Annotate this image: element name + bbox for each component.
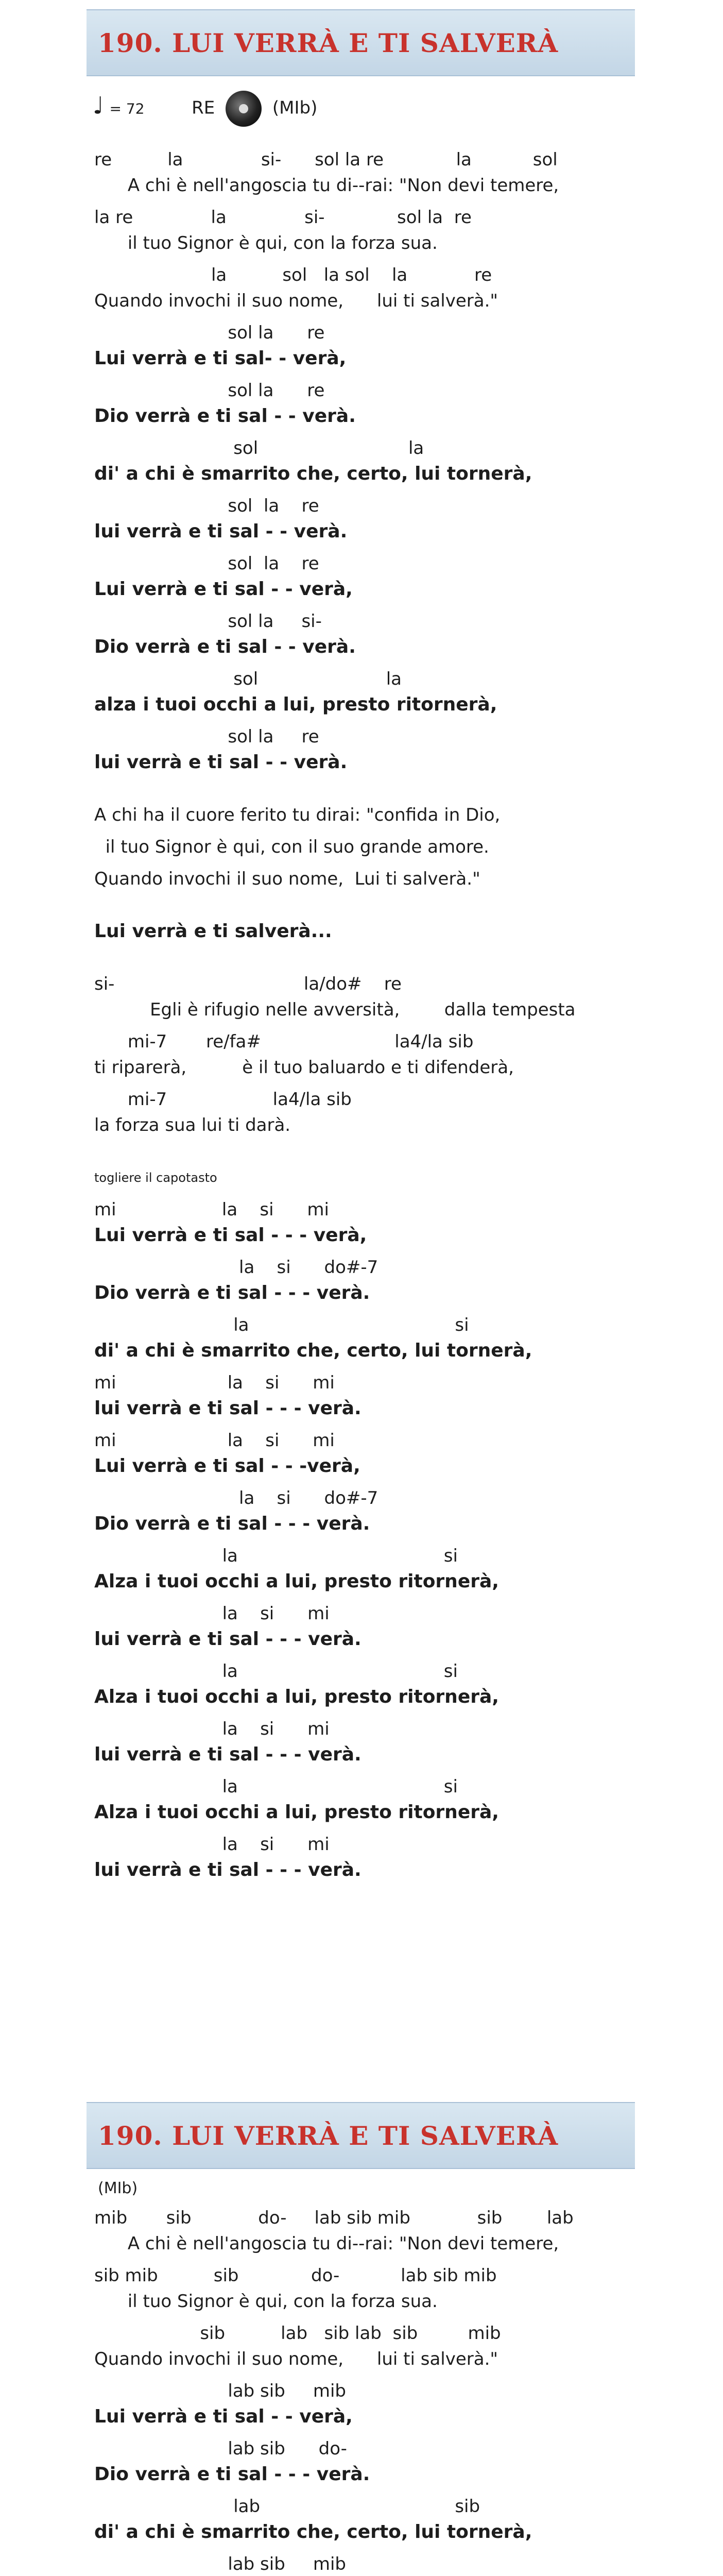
lyric-line: A chi è nell'angoscia tu di--rai: "Non devi temere, (94, 175, 559, 196)
chord-line: sol la re (94, 323, 325, 343)
refrain-line: Dio verrà e ti sal - - - verà. (94, 2464, 370, 2485)
chord-line: la si mi (94, 1603, 330, 1624)
lyric-line: Egli è rifugio nelle avversità, dalla tempesta (94, 999, 576, 1020)
chord-line: la si (94, 1776, 458, 1797)
chord-line: la sol la sol la re (94, 265, 492, 285)
chord-line: la si do#-7 (94, 1488, 378, 1509)
chord-line: la si (94, 1546, 458, 1566)
song-title: 190. LUI VERRÀ E TI SALVERÀ (98, 28, 559, 58)
title-band (87, 2102, 635, 2169)
refrain-line: Lui verrà e ti sal - - - verà, (94, 1225, 367, 1246)
chord-line: la si mi (94, 1834, 330, 1855)
chord-line: mi la si mi (94, 1199, 329, 1220)
refrain-line: di' a chi è smarrito che, certo, lui tornerà, (94, 463, 532, 484)
chord-line: sol la si- (94, 611, 322, 632)
chord-line: sol la (94, 669, 402, 689)
chord-line: sol la re (94, 496, 319, 516)
lyric-line: il tuo Signor è qui, con il suo grande amore. (94, 837, 489, 857)
chord-line: lab sib mib (94, 2554, 346, 2574)
refrain-line: lui verrà e ti sal - - - verà. (94, 1859, 361, 1880)
chord-line: la si (94, 1315, 469, 1335)
chord-line: re la si- sol la re la sol (94, 149, 558, 170)
tempo-row (93, 91, 317, 127)
tempo-value: = 72 (109, 100, 145, 117)
refrain-line: di' a chi è smarrito che, certo, lui tornerà, (94, 2521, 532, 2543)
chord-line: sib lab sib lab sib mib (94, 2323, 501, 2344)
chord-line: la si (94, 1661, 458, 1682)
chord-line: sol la re (94, 553, 319, 574)
lyric-line: Quando invochi il suo nome, lui ti salverà." (94, 291, 498, 311)
refrain-line: Alza i tuoi occhi a lui, presto ritornerà, (94, 1686, 499, 1707)
lyric-line: ti riparerà, è il tuo baluardo e ti difenderà, (94, 1057, 514, 1078)
lyric-line: Quando invochi il suo nome, Lui ti salverà." (94, 869, 480, 889)
refrain-line: di' a chi è smarrito che, certo, lui tornerà, (94, 1340, 532, 1361)
chord-line: mi-7 la4/la sib (94, 1089, 352, 1110)
refrain-line: Dio verrà e ti sal - - - verà. (94, 1282, 370, 1303)
chord-line: la re la si- sol la re (94, 207, 472, 228)
refrain-line: Lui verrà e ti sal - - verà, (94, 579, 353, 600)
lyric-line: la forza sua lui ti darà. (94, 1115, 291, 1136)
refrain-line: lui verrà e ti sal - - verà. (94, 521, 348, 542)
refrain-line: Lui verrà e ti salverà... (94, 921, 332, 942)
lyric-line: il tuo Signor è qui, con la forza sua. (94, 2291, 438, 2312)
title-band (87, 9, 635, 76)
key-label: RE (192, 97, 215, 118)
refrain-line: Alza i tuoi occhi a lui, presto ritornerà, (94, 1571, 499, 1592)
refrain-line: alza i tuoi occhi a lui, presto ritornerà, (94, 694, 497, 715)
chord-line: la si mi (94, 1719, 330, 1739)
refrain-line: Dio verrà e ti sal - - verà. (94, 636, 356, 657)
chord-line: si- la/do# re (94, 974, 402, 994)
refrain-line: Dio verrà e ti sal - - - verà. (94, 1513, 370, 1534)
song-title: 190. LUI VERRÀ E TI SALVERÀ (98, 2121, 559, 2151)
refrain-line: Dio verrà e ti sal - - verà. (94, 405, 356, 427)
chord-line: la si do#-7 (94, 1257, 378, 1278)
refrain-line: lui verrà e ti sal - - verà. (94, 752, 348, 773)
key-label: (MIb) (98, 2179, 138, 2197)
chord-line: lab sib (94, 2496, 480, 2517)
chord-line: lab sib mib (94, 2381, 346, 2401)
disc-icon (226, 91, 262, 127)
refrain-line: Lui verrà e ti sal - - -verà, (94, 1455, 360, 1477)
lyric-line: A chi è nell'angoscia tu di--rai: "Non devi temere, (94, 2233, 559, 2254)
chord-line: mi la si mi (94, 1372, 335, 1393)
quarter-note-icon: ♩ (93, 91, 104, 120)
chord-line: lab sib do- (94, 2438, 347, 2459)
chord-line: mi la si mi (94, 1430, 335, 1451)
refrain-line: Lui verrà e ti sal - - verà, (94, 2406, 353, 2427)
lyric-line: Quando invochi il suo nome, lui ti salverà." (94, 2349, 498, 2369)
lyric-line: A chi ha il cuore ferito tu dirai: "confida in Dio, (94, 805, 501, 825)
chord-line: mi-7 re/fa# la4/la sib (94, 1031, 474, 1052)
refrain-line: lui verrà e ti sal - - - verà. (94, 1629, 361, 1650)
chord-line: sol la re (94, 726, 319, 747)
refrain-line: Lui verrà e ti sal- - verà, (94, 348, 347, 369)
refrain-line: Alza i tuoi occhi a lui, presto ritornerà, (94, 1802, 499, 1823)
chord-line: mib sib do- lab sib mib sib lab (94, 2208, 574, 2228)
chord-line: sib mib sib do- lab sib mib (94, 2265, 497, 2286)
note-line: togliere il capotasto (94, 1171, 217, 1185)
chord-line: sol la re (94, 380, 325, 401)
alt-key-label: (MIb) (272, 97, 318, 118)
refrain-line: lui verrà e ti sal - - - verà. (94, 1744, 361, 1765)
refrain-line: lui verrà e ti sal - - - verà. (94, 1398, 361, 1419)
chord-line: sol la (94, 438, 424, 459)
lyric-line: il tuo Signor è qui, con la forza sua. (94, 233, 438, 253)
